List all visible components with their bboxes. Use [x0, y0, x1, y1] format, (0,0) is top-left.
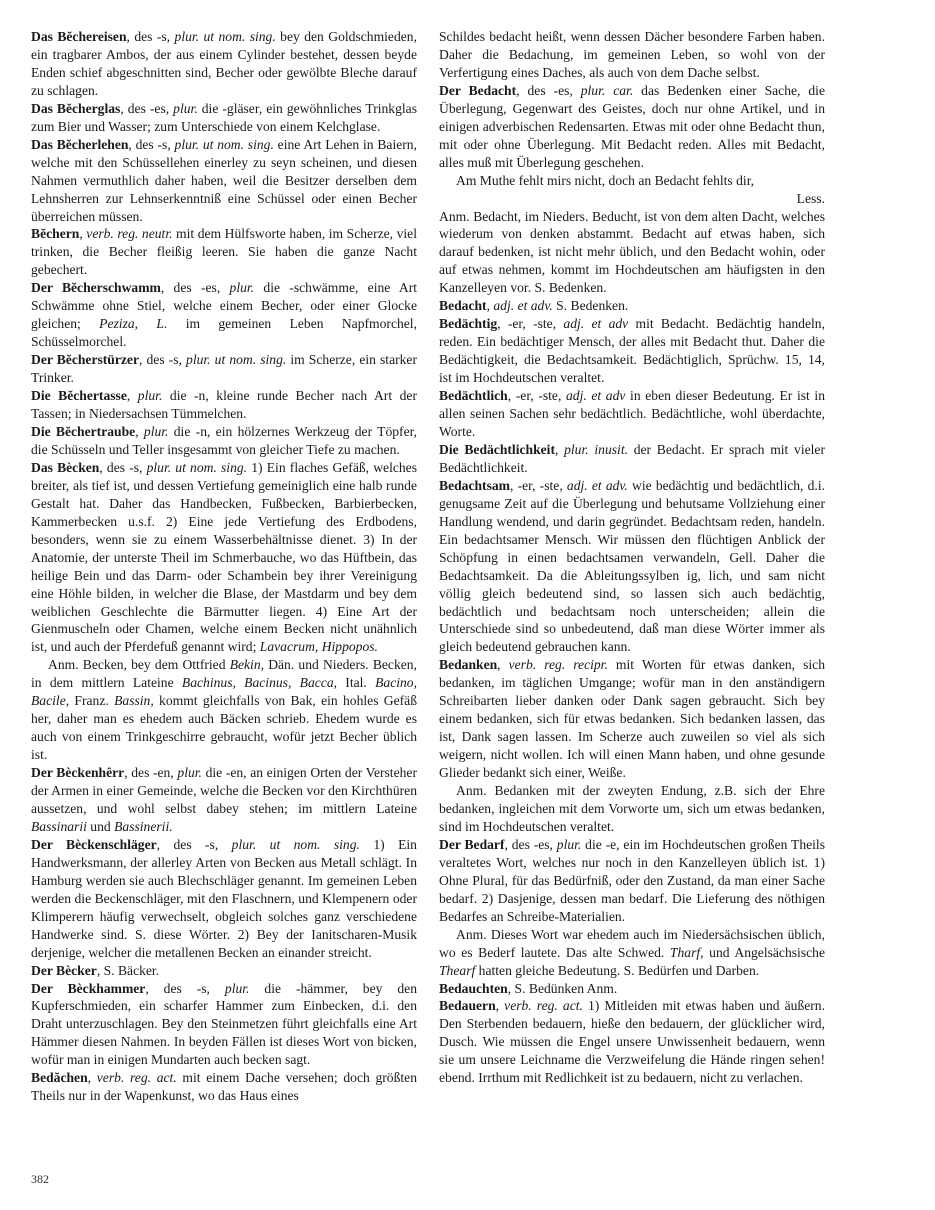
headword: Bedauern — [439, 998, 496, 1014]
text-run: , des -es, — [160, 280, 230, 296]
text-run: Schildes bedacht heißt, wenn dessen Dächer besondere Farben haben. Daher die Bedachung, im gemeinen Leben, so wohl von der Verfertigung eines Daches, als auch von dem Dache selbst. — [439, 29, 825, 80]
text-run: , des -s, — [145, 980, 225, 996]
entry-becher-stuerzer — [31, 351, 417, 387]
text-run: , des -en, — [124, 765, 178, 781]
entry-becher-lehen — [31, 136, 417, 226]
italic-text: plur. — [556, 836, 582, 852]
text-run: Franz. — [69, 693, 115, 709]
text-run: hatten gleiche Bedeutung. S. Bedürfen und Darben. — [475, 962, 760, 978]
text-run: , -er, -ste, — [507, 388, 566, 404]
headword: Der Bĕcherschwamm — [31, 280, 161, 296]
left-column — [31, 28, 417, 1105]
italic-text: plur. — [137, 388, 163, 404]
italic-text: verb. reg. act. — [504, 998, 583, 1014]
text-run: die -schwämme, eine Art Schwämme ohne Stiel, welche einem Becher, oder einer Glocke gleichen; — [31, 280, 417, 332]
italic-text: plur. — [177, 765, 202, 781]
entry-bedaechtlich — [439, 387, 825, 441]
text-run: Less. — [796, 190, 825, 206]
text-run: das Bedenken einer Sache, die Überlegung, Gegenwart des Geistes, doch nur ohne Artikel, und in einigen adverbischen Redensarten. Etwas mit oder ohne Bedacht thun, mit oder ohne Überlegung. Mit Bedacht reden. Alles mit Bedacht, alles muß mit Überlegung geschehen. — [439, 82, 825, 170]
text-run: mit dem Hülfsworte haben, im Scherze, viel trinken, die Becher fleißig leeren. Sie haben die ganze Nacht gebechert. — [31, 226, 417, 278]
headword: Bedauchten — [439, 980, 508, 996]
text-run: , — [486, 298, 494, 314]
headword: Bedachtsam — [439, 477, 510, 493]
text-run: , des -s, — [156, 836, 232, 852]
entry-becken — [31, 459, 417, 656]
quote-attribution — [439, 190, 825, 208]
entry-bedauern — [439, 997, 825, 1087]
headword: Bedächtig — [439, 316, 498, 332]
text-run: , — [87, 1070, 97, 1086]
italic-text: adj. et adv. — [566, 477, 628, 493]
text-run: , S. Bedünken Anm. — [507, 980, 618, 996]
italic-text: adj. et adv — [563, 316, 629, 332]
italic-text: plur. inusit. — [564, 441, 628, 457]
entry-beck-hammer — [31, 980, 417, 1070]
headword: Das Bĕchereisen — [31, 29, 127, 44]
entry-becher-eisen — [31, 28, 417, 100]
text-run: Am Muthe fehlt mirs nicht, doch an Bedacht fehlts dir, — [456, 172, 755, 188]
text-run: die -en, an einigen Orten der Versteher der Armen in einer Gemeinde, welche die Becken vor den Kirchthüren aussetzen, und wohl selbst dabey stehen; im mittlern Lateine — [31, 765, 417, 816]
text-run: , des -es, — [120, 100, 174, 116]
italic-text: Bassinerii. — [114, 818, 173, 834]
page-number: 382 — [31, 1172, 49, 1186]
entry-bedachen — [31, 1069, 417, 1105]
text-run: und Angelsächsische — [703, 944, 825, 960]
italic-text: plur. car. — [580, 82, 634, 98]
text-run: im gemeinen Leben Napfmorchel, Schüsselmorchel. — [31, 316, 417, 350]
entry-becher-tasse — [31, 387, 417, 423]
entry-bedaechtig — [439, 315, 825, 387]
quote-verse — [439, 172, 825, 190]
headword: Der Bèckenschläger — [31, 836, 157, 852]
text-run: eine Art Lehen in Baiern, welche mit den Schüssellehen einerley zu seyn scheinen, und diesen Nahmen vermuthlich daher haben, weil die Besitzer derselben dem Lehnsherren zur Lehnserkenntniß eine Schüssel oder einen Becher überreichen müssen. — [31, 136, 417, 224]
text-run: der Bedacht. Er sprach mit vieler Bedächtlichkeit. — [439, 441, 825, 475]
text-run: , des -s, — [126, 29, 175, 44]
headword: Der Bèckhammer — [31, 980, 146, 996]
italic-text: verb. reg. act. — [96, 1070, 177, 1086]
text-run: , des -s, — [99, 459, 147, 475]
headword: Bedăchen — [31, 1070, 88, 1086]
text-run: S. Bedenken. — [552, 298, 629, 314]
text-run: mit Worten für etwas danken, sich bedanken, im täglichen Umgange; wofür man in den anständigern Schreibarten lieber danken oder Dank sagen gebraucht. Sich bey einem bedanken, sich für etwas bedanken. Sich bedanken lassen, das ist, Dank sagen lassen. Im Scherze auch zuweilen so viel als sich weigern, nicht wollen. Ich will einen Mann haben, und ohne gesunde Glieder bedankt sich einer, Weiße. — [439, 657, 825, 781]
text-run: , -er, -ste, — [497, 316, 564, 332]
text-run: die -n, ein hölzernes Werkzeug der Töpfer, die Schüsseln und Teller insgesammt von gleicher Tiefe zu machen. — [31, 423, 418, 457]
headword: Bedacht — [439, 298, 487, 314]
text-run: , — [554, 441, 565, 457]
text-run: , des -s, — [139, 352, 187, 368]
headword: Die Bĕchertasse — [31, 388, 127, 404]
text-run: die -n, kleine runde Becher nach Art der Tassen; in Niedersachsen Tümmelchen. — [31, 388, 417, 422]
text-run: , S. Bäcker. — [96, 962, 160, 978]
text-run: die -gläser, ein gewöhnliches Trinkglas zum Bier und Wasser; zum Unterschiede von einem Kelchglase. — [31, 100, 417, 134]
italic-text: Bacino, Bacile, — [31, 675, 417, 709]
text-run: kommt gleichfalls von Bak, ein hohles Gefäß her, daher man es ehedem auch Bäcken schrieb. Ehedem wurde es auch von einem Trinkgeschirre gebraucht, wofür jetzt Becher üblich ist. — [31, 693, 417, 763]
text-run: die -hämmer, bey den Kupferschmieden, ein scharfer Hammer zum Einbecken, d.i. den Draht unterzuschlagen. Bey den Steinmetzen führt gleichfalls eine Art Hämmer diesen Nahmen. In beyden Fällen ist dieses Wort von bicken, wofür man in einigen Mundarten auch becken sagt. — [31, 980, 417, 1068]
italic-text: Thearf — [439, 962, 476, 978]
italic-text: verb. reg. recipr. — [508, 657, 608, 673]
italic-text: adj. et adv — [565, 388, 626, 404]
entry-bedachen-continued — [439, 28, 825, 82]
note-bedanken — [439, 782, 825, 836]
headword: Das Bĕcherlehen — [31, 136, 129, 152]
text-run: 1) Ein Handwerksmann, der allerley Arten von Becken aus Metall schlägt. In Hamburg werden sie auch Blechschläger genannt. Im gemeinen Leben werden die Beckenschläger, mit den Flaschnern, und Klempenern oder Klimperern häufig verwechselt, obgleich solches ganz verschiedene Handwerke sind. S. diese Wörter. 2) Bey der Ianitscharen-Musik derjenige, welcher die metallenen Becken an einander streicht. — [31, 836, 417, 960]
italic-text: plur. — [224, 980, 250, 996]
right-column — [439, 28, 825, 1087]
italic-text: plur. — [143, 423, 169, 439]
entry-bedauchten — [439, 980, 825, 998]
text-run: , — [497, 657, 509, 673]
italic-text: Peziza, L. — [99, 316, 168, 332]
text-run: Anm. Dieses Wort war ehedem auch im Niedersächsischen üblich, wo es Bederf lautete. Das alte Schwed. — [439, 926, 825, 960]
text-run: Anm. Becken, bey dem Ottfried — [48, 657, 230, 673]
text-run: mit einem Dache versehen; doch größten Theils nur in der Wapenkunst, wo das Haus eines — [31, 1070, 418, 1104]
headword: Das Bĕcherglas — [31, 100, 121, 116]
note-becken — [31, 656, 417, 764]
entry-bedacht-adj — [439, 297, 825, 315]
italic-text: Bekin, — [229, 657, 265, 673]
headword: Der Bedacht — [439, 82, 517, 98]
headword: Der Bĕcherstürzer — [31, 352, 139, 368]
headword: Bĕchern — [31, 226, 80, 242]
italic-text: adj. et adv. — [493, 298, 553, 314]
headword: Der Bècker — [31, 962, 97, 978]
italic-text: plur. ut nom. sing. — [231, 836, 360, 852]
text-run: , -er, -ste, — [510, 477, 567, 493]
italic-text: Bassin, — [114, 693, 154, 709]
headword: Bedächtlich — [439, 388, 508, 404]
text-run: in eben dieser Bedeutung. Er ist in allen seinen Sachen sehr bedächtlich. Bedächtliche, wohl überdachte, Worte. — [439, 388, 825, 439]
entry-bechern — [31, 225, 417, 279]
text-run: 1) Mitleiden mit etwas haben und äußern. Den Sterbenden bedauern, hieße den bedauern, der glücklicher wird, Dusch. Wie müssen die Engel unsere Unwissenheit bedauern, wenn sie um unsere Leichname die Verzweifelung die Hände ringen sehen! ebend. Irrthum mit Redlichkeit ist zu bedauern, nicht zu verlachen. — [439, 998, 826, 1086]
text-run: , — [126, 388, 138, 404]
entry-becken-schlaeger — [31, 836, 417, 962]
text-run: bey den Goldschmieden, ein tragbarer Ambos, der aus einem Cylinder bestehet, dessen beyde Enden schief abgeschnitten sind, Becher oder gewölbte Bleche darauf zu schlagen. — [31, 29, 417, 98]
entry-bedaechtlichkeit — [439, 441, 825, 477]
text-run: und — [86, 818, 115, 834]
headword: Die Bĕchertraube — [31, 423, 136, 439]
entry-becher-traube — [31, 423, 417, 459]
entry-becker — [31, 962, 417, 980]
italic-text: plur. ut nom. sing. — [186, 352, 287, 368]
text-run: , — [135, 423, 144, 439]
italic-text: verb. reg. neutr. — [86, 226, 173, 242]
text-run: Dän. und Nieders. Becken, in dem mittlern Lateine — [31, 657, 417, 691]
entry-becher-glas — [31, 100, 417, 136]
italic-text: Bassinarii — [31, 818, 87, 834]
text-run: , des -es, — [516, 82, 581, 98]
text-run: im Scherze, ein starker Trinker. — [31, 352, 417, 386]
headword: Bedanken — [439, 657, 498, 673]
entry-becher-schwamm — [31, 279, 417, 351]
text-run: die -e, ein im Hochdeutschen großen Theils veraltetes Wort, welches nur noch in den Kanzelleyen üblich ist. 1) Ohne Plural, für das Bedürfniß, oder den Zustand, da man einer Sache bedarf. 2) Dasjenige, dessen man bedarf. Die Lieferung des nöthigen Bedarfes an Schreibe-Materialien. — [439, 836, 825, 924]
entry-bedacht-noun — [439, 82, 825, 172]
italic-text: Bachinus, Bacinus, Bacca, — [181, 675, 338, 691]
entry-bedarf — [439, 836, 825, 926]
text-run: mit Bedacht. Bedächtig handeln, reden. Ein bedächtiger Mensch, der alles mit Bedacht thut. Daher die Bedächtigkeit, die Bedachtsamkeit. Bedächtiglich, Sprüchw. 15, 14, ist im Hochdeutschen veraltet. — [439, 316, 825, 386]
headword: Das Bècken — [31, 459, 100, 475]
text-run: , des -es, — [504, 836, 557, 852]
italic-text: plur. — [229, 280, 255, 296]
text-run: wie bedächtig und bedächtlich, d.i. genugsame Zeit auf die Überlegung und behutsame Vollziehung einer Handlung wendend, und darin gegründet. Bedachtsam reden, handeln. Ein bedachtsamer Mensch. Wir müssen den flüchtigen Anblick der Schöpfung in einen bedachtsamen verwandeln, Gell. Daher die Bedachtsamkeit. Da die Ableitungssylben ig, lich, und sam nicht völlig gleich bedeutend sind, so lassen sich auch bedächtig, bedächtlich und bedachtsam noch unterscheiden; allein die Unterschiede sind so unbedeutend, daß man diese Wörter immer als gleich bedeutend gebrauchen kann. — [439, 477, 825, 655]
entry-bedanken — [439, 656, 825, 782]
text-run: , — [495, 998, 505, 1014]
text-run: Anm. Bedanken mit der zweyten Endung, z.B. sich der Ehre bedanken, ingleichen mit dem Vorworte um, sich um etwas bedanken, sind im Hochdeutschen veraltet. — [439, 783, 825, 834]
text-run: Anm. Bedacht, im Nieders. Beducht, ist von dem alten Dacht, welches wiederum von denken abstammt. Bedacht auf etwas haben, sich darauf bedenken, ist nicht mehr üblich, und den Bedacht wohin, oder auf etwas nehmen, kommt im Hochdeutschen am häufigsten in den Kanzelleyen vor. S. Bedenken. — [439, 208, 825, 296]
text-run: Ital. — [337, 675, 376, 691]
headword: Der Bedarf — [439, 836, 505, 852]
entry-bedachtsam — [439, 477, 825, 657]
italic-text: plur. — [173, 100, 198, 116]
text-run: 1) Ein flaches Gefäß, welches breiter, als tief ist, und dessen Vertiefung gemeiniglich eine halb runde Gestalt hat. Daher das Handbecken, Fußbecken, Barbierbecken, Kammerbecken u.s.f. 2) Eine jede Vertiefung des Erdbodens, besonders, wenn sie zu einem Wasserbehältnisse dienet. 3) In der Anatomie, der unterste Theil im Schmerbauche, wo das Hüftbein, das heilige Bein und das Darm- oder Schambein bey ihrer Vereinigung eine Höhle bilden, in welcher die Blase, der Mastdarm und bey dem weiblichen Geschlechte die Bärmutter liegen. 4) Eine Art der Gienmuscheln oder Chamen, welche einem Becken nicht unähnlich ist, und auch der Pferdefuß genannt wird; — [31, 459, 417, 655]
entry-becken-herr — [31, 764, 417, 836]
note-bedacht — [439, 208, 825, 298]
text-run: , — [79, 226, 87, 242]
text-run: , des -s, — [128, 136, 175, 152]
headword: Die Bedächtlichkeit — [439, 441, 555, 457]
italic-text: Lavacrum, Hippopos. — [259, 639, 378, 655]
italic-text: Tharf, — [669, 944, 704, 960]
italic-text: plur. ut nom. sing. — [174, 29, 276, 44]
note-bedarf — [439, 926, 825, 980]
headword: Der Bèckenhêrr — [31, 765, 125, 781]
italic-text: plur. ut nom. sing. — [174, 136, 274, 152]
italic-text: plur. ut nom. sing. — [146, 459, 248, 475]
